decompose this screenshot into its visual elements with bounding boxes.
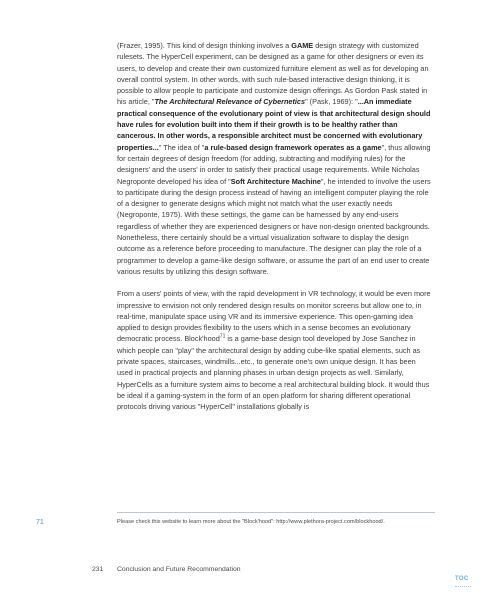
- footnote-text: Please check this website to learn more about the "Block'hood": http://www.plethora-project.com/blockhood/.: [117, 519, 385, 525]
- main-text-column: [117, 40, 433, 413]
- footnote-divider: [117, 512, 435, 513]
- text-run: ", he intended to involve the users to participate during the design process instead of having an intelligent computer playing the role of a designer to generate designs which might not match what the user exactly needs (Negroponte, 1975). With these settings, the game can be harnessed by any end-users regardless of whether they are experienced designers or have non-design oriented backgrounds. Nonetheless, there certainly should be a virtual visualization software to display the design outcome as a reference before proceeding to manufacture. The designer can play the role of a programmer to develop a game-like design software, or assume the part of an end user to create various results by utilizing this design software.: [117, 176, 431, 276]
- running-head: Conclusion and Future Recommendation: [117, 566, 241, 573]
- text-run: " The idea of ": [158, 142, 205, 152]
- emphasis-rule-based: a rule-based design framework operates as a game: [204, 142, 382, 152]
- pask-quote: ...An immediate practical consequence of the evolutionary point of view is that architectural design should have rules for evolution built into them if their growth is to be healthy rather than cancerous. In other words, a responsible architect must be concerned with evolutionary properties...: [117, 97, 431, 152]
- footnote-number: 71: [36, 519, 44, 526]
- paragraph-1: [117, 40, 433, 277]
- article-title: The Architectural Relevance of Cybernetics: [154, 97, 306, 107]
- footnote-ref[interactable]: 71: [219, 334, 226, 340]
- text-run: ", thus allowing for certain degrees of design freedom (for adding, subtracting and modifying rules) for the designers' and the users' in order to satisfy their practical usage requirements. While Nicholas Negroponte developed his idea of ": [117, 142, 431, 186]
- text-run: is a game-base design tool developed by Jose Sanchez in which people can "play" the architectural design by adding cube-like spatial elements, such as private spaces, staircases, windmills...etc., to generate one's own unique design. It has been used in practical projects and planning phases in urban design projects as well. Similarly, HyperCells as a furniture system aims to become a real architectural building block. It would thus be ideal if a gaming-system in the form of an open platform for sharing different operational protocols driving various "HyperCell" installations globally is: [117, 334, 430, 412]
- page-number: 231: [92, 566, 104, 573]
- text-run: (Frazer, 1995). This kind of design thinking involves a: [117, 41, 292, 50]
- emphasis-soft-architecture: Soft Architecture Machine: [230, 176, 321, 186]
- toc-dots-decoration: [455, 586, 471, 587]
- text-run: design strategy with customized rulesets. The HyperCell experiment, can be designed as a game for other designers or even its users, to develop and create their own customized furniture element as well as for developing an overall control system. In other words, with such rule-based interactive design thinking, it is possible to allow people to participate and customize design offerings. As Gordon Pask stated in his article, ": [117, 41, 429, 107]
- text-run: From a users' points of view, with the rapid development in VR technology, it would be even more impressive to envision not only rendered design results on monitor screens but allow one to, in real-time, manipulate space using VR and its immersive experience. This open-gaming idea applied to design provides flexibility to the users which in a sense becomes an evolutionary democratic process. Block'hood: [117, 289, 431, 344]
- toc-link[interactable]: TOC: [455, 576, 469, 582]
- paragraph-2: [117, 288, 433, 412]
- emphasis-game: GAME: [291, 41, 314, 50]
- text-run: " (Pask, 1969): ": [305, 97, 358, 107]
